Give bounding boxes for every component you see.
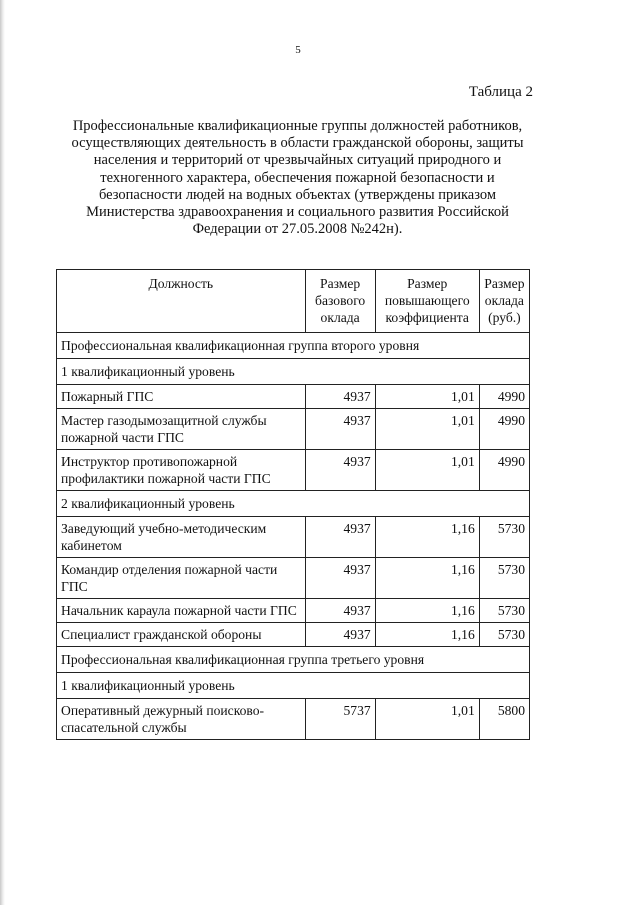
- cell-salary: 4990: [479, 409, 529, 450]
- page-number: 5: [295, 44, 301, 56]
- table-row: [57, 558, 530, 599]
- cell-coefficient: 1,01: [375, 409, 479, 450]
- table-heading: Профессиональные квалификационные группы должностей работников, осуществляющих деятельность в области гражданской обороны, защиты населения и территорий от чрезвычайных ситуаций природного и техногенного характера, обеспечения пожарной безопасности и безопасности людей на водных объектах (утверждены приказом Министерства здравоохранения и социального развития Российской Федерации от 27.05.2008 №242н).: [71, 118, 524, 238]
- cell-position: Командир отделения пожарной части ГПС: [57, 558, 306, 599]
- cell-base-salary: 4937: [305, 599, 375, 623]
- cell-base-salary: 4937: [305, 623, 375, 647]
- cell-position: Начальник караула пожарной части ГПС: [57, 599, 306, 623]
- cell-base-salary: 4937: [305, 450, 375, 491]
- table-row: [57, 623, 530, 647]
- cell-base-salary: 4937: [305, 385, 375, 409]
- cell-coefficient: 1,16: [375, 623, 479, 647]
- salary-table: [56, 269, 530, 740]
- cell-base-salary: 4937: [305, 517, 375, 558]
- header-base-salary: Размер базового оклада: [305, 270, 375, 333]
- table-row: [57, 699, 530, 740]
- cell-coefficient: 1,16: [375, 599, 479, 623]
- header-coefficient: Размер повышающего коэффициента: [375, 270, 479, 333]
- cell-position: Заведующий учебно-методическим кабинетом: [57, 517, 306, 558]
- cell-coefficient: 1,16: [375, 517, 479, 558]
- header-row: [57, 270, 530, 333]
- level-label: 1 квалификационный уровень: [57, 673, 530, 699]
- cell-salary: 4990: [479, 385, 529, 409]
- table-label: Таблица 2: [468, 84, 533, 100]
- cell-salary: 5800: [479, 699, 529, 740]
- level-label: 1 квалификационный уровень: [57, 359, 530, 385]
- level-row: [57, 359, 530, 385]
- group-row: [57, 647, 530, 673]
- cell-salary: 5730: [479, 599, 529, 623]
- table-row: [57, 517, 530, 558]
- group-label: Профессиональная квалификационная группа третьего уровня: [57, 647, 530, 673]
- table-row: [57, 599, 530, 623]
- cell-coefficient: 1,16: [375, 558, 479, 599]
- cell-base-salary: 4937: [305, 409, 375, 450]
- cell-coefficient: 1,01: [375, 385, 479, 409]
- cell-salary: 5730: [479, 558, 529, 599]
- level-label: 2 квалификационный уровень: [57, 491, 530, 517]
- cell-salary: 5730: [479, 623, 529, 647]
- cell-base-salary: 4937: [305, 558, 375, 599]
- table-row: [57, 450, 530, 491]
- cell-coefficient: 1,01: [375, 450, 479, 491]
- cell-position: Пожарный ГПС: [57, 385, 306, 409]
- level-row: [57, 673, 530, 699]
- cell-position: Специалист гражданской обороны: [57, 623, 306, 647]
- cell-base-salary: 5737: [305, 699, 375, 740]
- table-row: [57, 409, 530, 450]
- level-row: [57, 491, 530, 517]
- cell-position: Инструктор противопожарной профилактики пожарной части ГПС: [57, 450, 306, 491]
- group-row: [57, 333, 530, 359]
- cell-salary: 4990: [479, 450, 529, 491]
- table-row: [57, 385, 530, 409]
- cell-position: Оперативный дежурный поисково-спасательной службы: [57, 699, 306, 740]
- scan-edge: [0, 0, 5, 905]
- cell-salary: 5730: [479, 517, 529, 558]
- group-label: Профессиональная квалификационная группа второго уровня: [57, 333, 530, 359]
- cell-coefficient: 1,01: [375, 699, 479, 740]
- cell-position: Мастер газодымозащитной службы пожарной части ГПС: [57, 409, 306, 450]
- header-salary: Размер оклада (руб.): [479, 270, 529, 333]
- header-position: Должность: [57, 270, 306, 333]
